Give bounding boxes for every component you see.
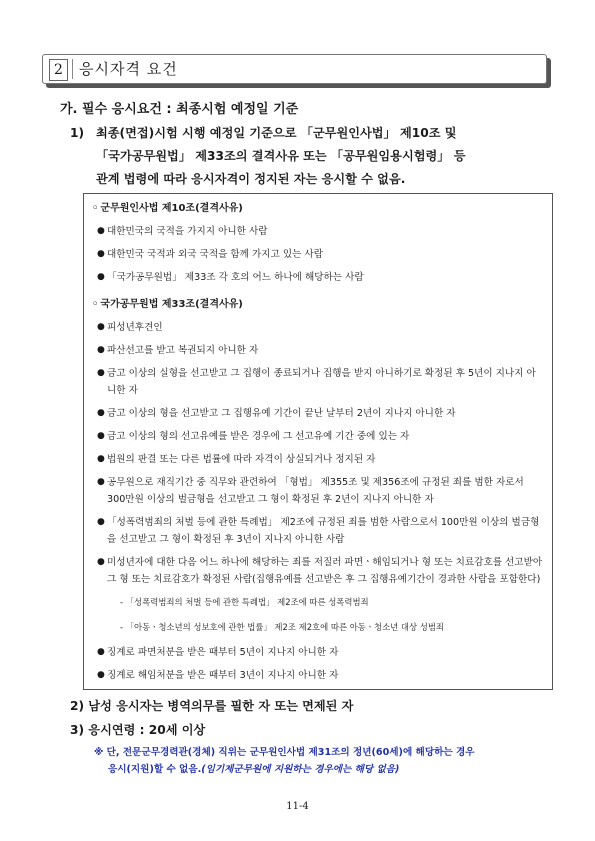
list-item: ● 공무원으로 재직기간 중 직무와 관련하여 「형법」 제355조 및 제356조에 규정된 죄를 범한 자로서 300만원 이상의 벌금형을 선고받고 그 형이 확정된 후 2년이 지나지 아니한 자: [97, 477, 524, 505]
list-item: ● 미성년자에 대한 다음 어느 하나에 해당하는 죄를 저질러 파면ㆍ해임되거나 형 또는 치료감호를 선고받아 그 형 또는 치료감호가 확정된 사람(집행유예를 선고받은 후 그 집행유예기간이 경과한 사람을 포함한다): [97, 557, 543, 585]
box-group-3-list: [92, 644, 544, 684]
note-line-1: ※ 단, 전문군무경력관(경체) 직위는 군무원인사법 제31조의 정년(60세)에 해당하는 경우: [94, 747, 475, 758]
list-item: ● 「성폭력범죄의 처벌 등에 관한 특례법」 제2조에 규정된 죄를 범한 사람으로서 100만원 이상의 벌금형을 선고받고 그 형이 확정된 후 3년이 지나지 아니한 사람: [97, 517, 540, 545]
item-2-military-service: 2) 남성 응시자는 병역의무를 필한 자 또는 면제된 자: [70, 699, 354, 713]
list-item: ● 징계로 해임처분을 받은 때부터 3년이 지나지 아니한 자: [97, 670, 339, 681]
list-item: ● 「국가공무원법」 제33조 각 호의 어느 하나에 해당하는 사람: [97, 272, 364, 283]
item-1-line-1: 최종(면접)시험 시행 예정일 기준으로 「군무원인사법」 제10조 및: [96, 126, 457, 140]
section-title: 응시자격 요건: [79, 60, 178, 78]
heading-required-conditions: 가. 필수 응시요건 : 최종시험 예정일 기준: [60, 102, 299, 117]
note-line-2-italic: (임기제군무원에 지원하는 경우에는 해당 없음): [201, 764, 400, 775]
section-divider: [72, 59, 73, 79]
box-group-2-title: ◦ 국가공무원법 제33조(결격사유): [92, 299, 243, 310]
list-item: ● 금고 이상의 형을 선고받고 그 집행유예 기간이 끝난 날부터 2년이 지나지 아니한 자: [97, 408, 456, 419]
list-item: ● 피성년후견인: [97, 322, 163, 333]
list-item: ● 금고 이상의 실형을 선고받고 그 집행이 종료되거나 집행을 받지 아니하기로 확정된 후 5년이 지나지 아니한 자: [97, 368, 536, 396]
box-group-1-list: [92, 223, 544, 286]
section-number: 2: [49, 59, 68, 81]
item-3-age: 3) 응시연령 : 20세 이상: [70, 723, 206, 737]
item-1-disqualification: [70, 122, 560, 191]
sub-item: - 「아동ㆍ청소년의 성보호에 관한 법률」 제2조 제2호에 따른 아동ㆍ청소년 대상 성범죄: [120, 622, 445, 632]
page-number: 11-4: [286, 801, 309, 812]
item-1-line-2: 「국가공무원법」 제33조의 결격사유 또는 「공무원임용시험령」 등: [96, 149, 466, 163]
list-item: ● 금고 이상의 형의 선고유예를 받은 경우에 그 선고유예 기간 중에 있는 자: [97, 431, 410, 442]
box-group-2-list: [92, 319, 544, 588]
note-retirement-age: [94, 744, 564, 778]
list-item: ● 파산선고를 받고 복권되지 아니한 자: [97, 345, 259, 356]
sub-item: - 「성폭력범죄의 처벌 등에 관한 특례법」 제2조에 따른 성폭력범죄: [120, 597, 369, 607]
list-item: ● 징계로 파면처분을 받은 때부터 5년이 지나지 아니한 자: [97, 647, 339, 658]
item-1-number: 1): [70, 126, 85, 140]
list-item: ● 법원의 판결 또는 다른 법률에 따라 자격이 상실되거나 정지된 자: [97, 454, 376, 465]
box-group-1-title: ◦ 군무원인사법 제10조(결격사유): [92, 203, 243, 214]
item-1-line-3: 관계 법령에 따라 응시자격이 정지된 자는 응시할 수 없음.: [96, 172, 406, 186]
disqualification-box: [83, 193, 553, 690]
section-header: [42, 54, 547, 84]
note-line-2: 응시(지원)할 수 없음.: [108, 764, 202, 775]
list-item: ● 대한민국 국적과 외국 국적을 함께 가지고 있는 사람: [97, 249, 323, 260]
list-item: ● 대한민국의 국적을 가지지 아니한 사람: [97, 226, 268, 237]
